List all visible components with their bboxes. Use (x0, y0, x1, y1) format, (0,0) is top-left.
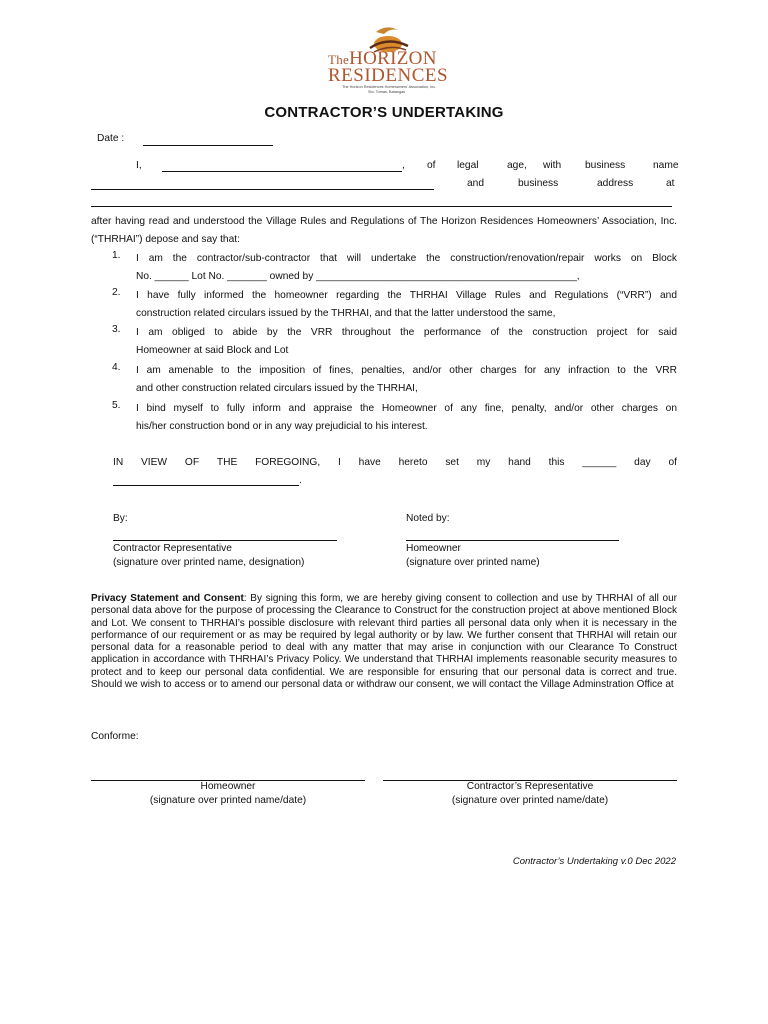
intro-legal: legal (457, 160, 479, 171)
homeowner-subtitle: (signature over printed name) (406, 557, 540, 568)
conforme-homeowner-title: Homeowner (200, 781, 256, 792)
list-number: 2. (112, 287, 121, 298)
intro-of: of (427, 160, 436, 171)
list-item-line-2: and other construction related circulars issued by the THRHAI, (136, 383, 418, 394)
by-label: By: (113, 513, 128, 524)
list-item-line-1: I am the contractor/sub-contractor that will undertake the construction/renovation/repair works on Block (136, 253, 677, 264)
conforme-contractor-title: Contractor’s Representative (466, 781, 594, 792)
horizon-residences-logo (318, 22, 450, 100)
logo-horizon: HORIZON (349, 48, 437, 69)
list-number: 5. (112, 400, 121, 411)
intro-comma: , (402, 160, 405, 171)
foregoing-word: OF (184, 457, 200, 468)
business-address-field[interactable] (91, 206, 672, 207)
conforme-contractor-subtitle: (signature over printed name/date) (451, 795, 609, 806)
foregoing-word: day (634, 457, 651, 468)
intro-at: at (666, 178, 675, 189)
foregoing-word: hand (508, 457, 531, 468)
homeowner-signature-line[interactable] (406, 540, 619, 541)
list-item-line-1: I bind myself to fully inform and appraise the Homeowner of any fine, penalty, and/or other charges on (136, 403, 677, 414)
list-number: 1. (112, 250, 121, 261)
contractor-rep-subtitle: (signature over printed name, designation) (113, 557, 305, 568)
date-field[interactable] (143, 145, 273, 146)
intro-age: age, (507, 160, 527, 171)
foregoing-word: this (548, 457, 565, 468)
foregoing-period: . (299, 475, 302, 486)
list-item-line-1: I am obliged to abide by the VRR throughout the performance of the construction project for said (136, 327, 677, 338)
list-item-line-1: I have fully informed the homeowner regarding the THRHAI Village Rules and Regulations (“VRR”) and (136, 290, 677, 301)
foregoing-line (113, 457, 677, 468)
day-blank[interactable]: ______ (582, 457, 617, 468)
list-item-line-2: his/her construction bond or in any way prejudicial to his interest. (136, 421, 428, 432)
intro-paragraph: after having read and understood the Village Rules and Regulations of The Horizon Residences Homeowners’ Association, Inc. (“THRHAI”) depose and say that: (91, 216, 677, 245)
privacy-heading: Privacy Statement and Consent (91, 593, 244, 604)
contractor-rep-title: Contractor Representative (113, 543, 232, 554)
month-year-field[interactable] (113, 485, 299, 486)
date-label: Date : (97, 133, 125, 144)
foregoing-word: hereto (398, 457, 428, 468)
privacy-body: : By signing this form, we are hereby giving consent to collection and use by THRHAI of all our personal data above for the purpose of processing the Clearance to Construct for the construction project at above mentioned Block and Lot. We consent to THRHAI’s possible disclosure with relevant third parties all personal data only when it is necessary in the performance of our requirement or as may be required by legal authority or by law. We further consent that THRHAI will retain our personal data for a reasonable period to deal with any matter that may arise in conjunction with our Clearance To Construct application in accordance with THRHAI’s Privacy Policy. We understand that THRHAI implements reasonable security measures to protect and to keep our personal data confidential. We are responsible for ensuring that our personal data is correct and true. Should we wish to access or to amend our personal data or withdraw our consent, we will contact the Village Adminstration Office at (91, 593, 677, 691)
list-number: 4. (112, 362, 121, 373)
document-title: CONTRACTOR’S UNDERTAKING (264, 104, 504, 121)
intro-name: name (653, 160, 679, 171)
list-number: 3. (112, 324, 121, 335)
intro-and: and (467, 178, 484, 189)
conforme-label: Conforme: (91, 731, 139, 742)
business-name-field[interactable] (91, 189, 434, 190)
foregoing-word: IN (113, 457, 124, 468)
logo-the: The (328, 52, 350, 67)
version-footer: Contractor’s Undertaking v.0 Dec 2022 (512, 856, 676, 867)
foregoing-word: of (668, 457, 677, 468)
list-item-line-2: construction related circulars issued by the THRHAI, and that the latter understood the same, (136, 308, 556, 319)
foregoing-word: my (476, 457, 491, 468)
foregoing-word: FOREGOING, (255, 457, 321, 468)
foregoing-word: set (445, 457, 459, 468)
name-field[interactable] (162, 171, 402, 172)
intro-business-2: business (518, 178, 559, 189)
list-item-line-2: Homeowner at said Block and Lot (136, 345, 289, 356)
list-item-line-1: I am amenable to the imposition of fines, penalties, and/or other charges for any infraction to the VRR (136, 365, 677, 376)
logo-tagline: The Horizon Residences Homeowners' Association, Inc. (342, 85, 437, 89)
foregoing-word: have (358, 457, 381, 468)
list-item-line-2: No. ______ Lot No. _______ owned by ______________________________________________, (136, 271, 580, 282)
logo-residences: RESIDENCES (328, 65, 449, 86)
foregoing-word: THE (216, 457, 238, 468)
logo-location: Sto. Tomas, Batangas (368, 90, 406, 94)
foregoing-word: I (338, 457, 341, 468)
conforme-homeowner-subtitle: (signature over printed name/date) (149, 795, 307, 806)
foregoing-word: VIEW (141, 457, 168, 468)
intro-with: with (543, 160, 562, 171)
noted-by-label: Noted by: (406, 513, 450, 524)
intro-address: address (597, 178, 634, 189)
homeowner-title: Homeowner (406, 543, 461, 554)
intro-business: business (585, 160, 626, 171)
privacy-statement (91, 593, 677, 691)
contractor-signature-line[interactable] (113, 540, 337, 541)
intro-i: I, (136, 160, 142, 171)
